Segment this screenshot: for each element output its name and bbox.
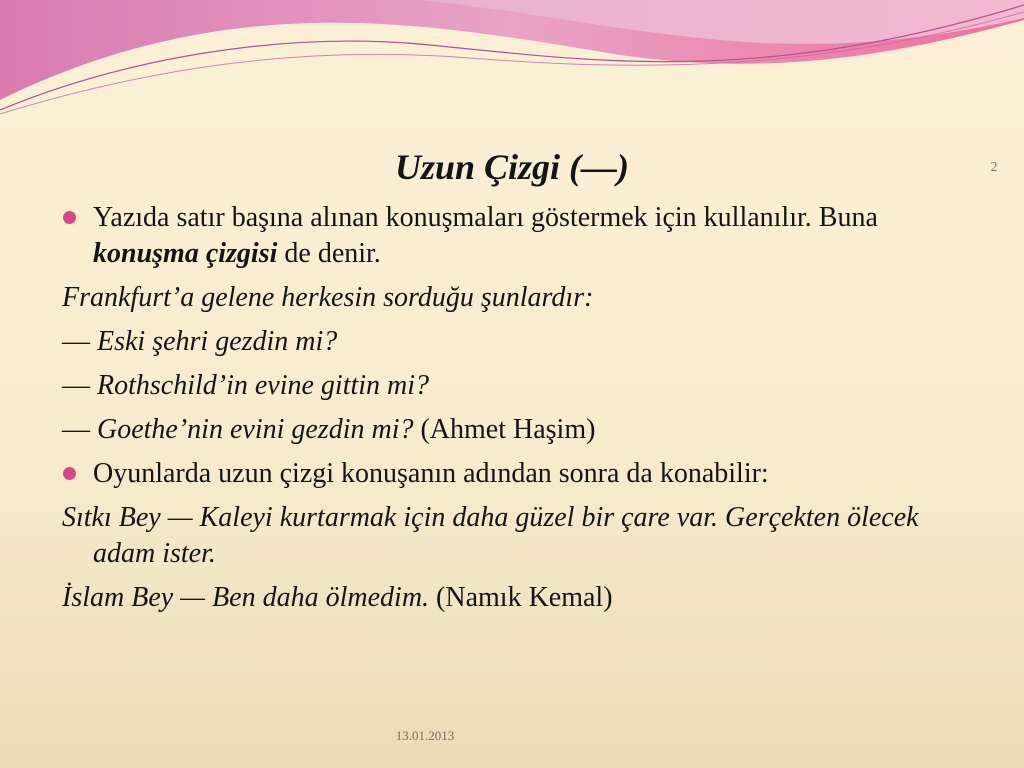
dash: — [62, 326, 97, 357]
bullet-paragraph-plays [62, 456, 962, 492]
example-text: Frankfurt’a gelene herkesin sorduğu şunlardır: [62, 282, 594, 313]
header-wave-decoration [0, 0, 1024, 130]
slide-content [62, 200, 962, 624]
dialogue-line [62, 368, 962, 404]
bullet-icon [63, 211, 76, 224]
footer-date: 13.01.2013 [395, 728, 455, 743]
play-dialogue-text: İslam Bey — Ben daha ölmedim. [62, 582, 430, 613]
emphasis-term: konuşma çizgisi [93, 238, 278, 269]
example-intro [62, 280, 962, 316]
bullet-icon [63, 467, 76, 480]
dialogue-text: Rothschild’in evine gittin mi? [97, 370, 430, 401]
slide-number: 2 [990, 160, 998, 175]
paragraph-text-end: de denir. [277, 238, 381, 269]
play-dialogue-line [62, 500, 962, 572]
paragraph-text: Yazıda satır başına alınan konuşmaları göstermek için kullanılır. Buna [93, 202, 878, 233]
slide-title: Uzun Çizgi (—) [394, 147, 630, 187]
dash: — [62, 414, 97, 445]
dialogue-text: Goethe’nin evini gezdin mi? [97, 414, 414, 445]
paragraph-text: Oyunlarda uzun çizgi konuşanın adından sonra da konabilir: [93, 458, 769, 489]
source-attribution: (Namık Kemal) [429, 582, 613, 613]
source-attribution: (Ahmet Haşim) [413, 414, 596, 445]
dialogue-text: Eski şehri gezdin mi? [97, 326, 338, 357]
play-dialogue-text: Sıtkı Bey — Kaleyi kurtarmak için daha güzel bir çare var. Gerçekten ölecek adam ister. [62, 502, 919, 569]
dialogue-line [62, 324, 962, 360]
bullet-paragraph-usage [62, 200, 962, 272]
dialogue-line [62, 412, 962, 448]
play-dialogue-line [62, 580, 962, 616]
dash: — [62, 370, 97, 401]
